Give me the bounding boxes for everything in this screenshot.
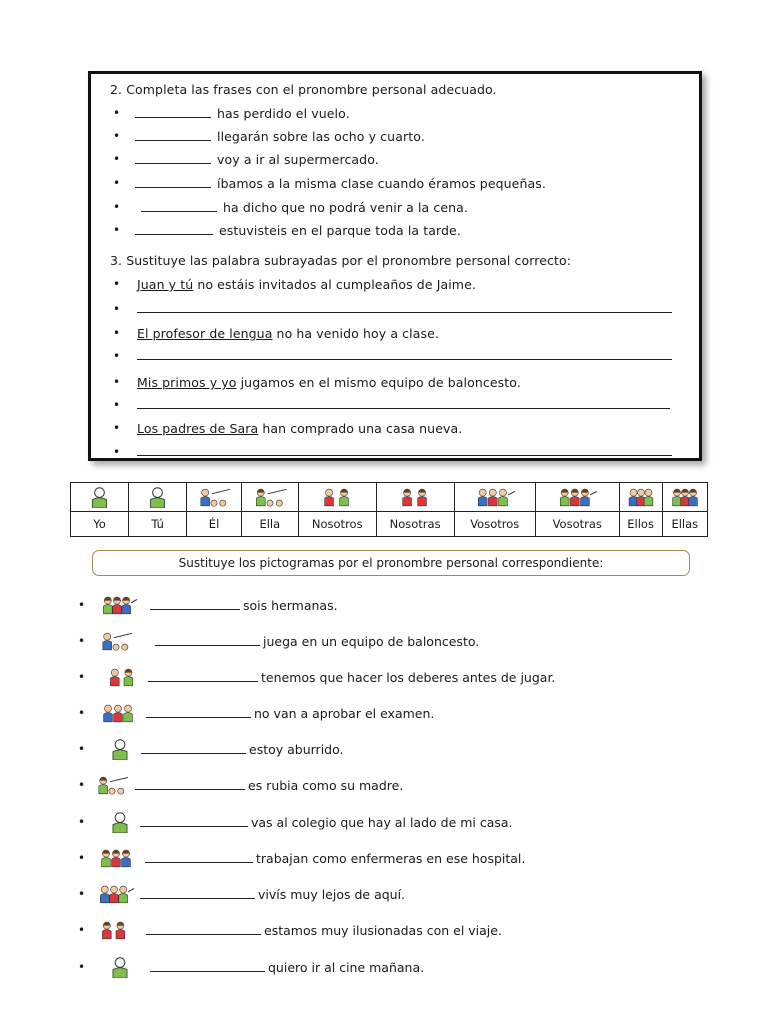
answer-blank[interactable] [148,671,258,682]
sentence-text: juega en un equipo de baloncesto. [263,634,480,649]
pictogram-sentence [140,815,513,830]
pictogram-yo-icon [100,956,140,978]
pictogram-sentence [146,706,434,721]
pictogram-vosotras-icon [535,483,619,512]
pictogram-vosotros-icon [454,483,535,512]
exercise-2-item [135,176,546,191]
bullet: • [113,445,121,459]
sentence-text: han comprado una casa nueva. [258,421,463,436]
answer-blank[interactable] [135,153,211,164]
pronoun-label: Ella [241,512,298,537]
sentence-text: estuvisteis en el parque toda la tarde. [219,223,461,238]
pronoun-label: Nosotras [376,512,454,537]
sentence-text: vivís muy lejos de aquí. [258,887,406,902]
bullet: • [78,742,86,756]
sentence-text: trabajan como enfermeras en ese hospital. [256,851,526,866]
pronoun-label: Vosotros [454,512,535,537]
sentence-text: estoy aburrido. [249,742,344,757]
answer-line[interactable] [137,312,672,313]
answer-blank[interactable] [135,224,213,235]
bullet: • [78,887,86,901]
underlined-subject: Juan y tú [137,277,194,292]
exercise-2-item [135,106,350,121]
pronoun-pictogram-table [70,482,708,537]
answer-blank[interactable] [155,635,260,646]
answer-blank[interactable] [135,779,245,790]
pictogram-sentence [141,742,344,757]
bullet: • [78,851,86,865]
bullet: • [78,778,86,792]
answer-blank[interactable] [140,816,248,827]
pictogram-ellas-icon [662,483,707,512]
bullet: • [113,277,121,291]
bullet: • [113,200,121,214]
underlined-subject: Mis primos y yo [137,375,237,390]
answer-blank[interactable] [145,852,253,863]
pictogram-sentence [150,960,424,975]
pronoun-label: Tú [129,512,187,537]
answer-line[interactable] [137,455,672,456]
answer-blank[interactable] [150,599,240,610]
pictogram-tu-icon [129,483,187,512]
underlined-subject: El profesor de lengua [137,326,273,341]
bullet: • [78,598,86,612]
bullet: • [113,302,121,316]
sentence-text: sois hermanas. [243,598,338,613]
exercise-3-item [137,326,439,341]
pronoun-label: Nosotros [298,512,376,537]
bullet: • [113,152,121,166]
pictogram-sentence [145,851,525,866]
exercise-3-item [137,277,476,292]
bullet: • [113,398,121,412]
bullet: • [78,706,86,720]
sentence-text: íbamos a la misma clase cuando éramos pequeñas. [217,176,546,191]
pictogram-sentence [146,923,502,938]
bullet: • [113,421,121,435]
pictogram-ellos-icon [619,483,662,512]
answer-blank[interactable] [141,743,246,754]
pictogram-nosotras-icon [94,919,134,941]
bullet: • [78,634,86,648]
bullet: • [78,960,86,974]
bullet: • [113,223,121,237]
exercise-2-item [135,223,461,238]
exercise-2-item [135,152,379,167]
answer-line[interactable] [137,408,670,409]
pictogram-nosotros-icon [298,483,376,512]
pictogram-ellos-icon [98,702,138,724]
bullet: • [78,815,86,829]
pronoun-label: Él [187,512,242,537]
bullet: • [78,670,86,684]
sentence-text: has perdido el vuelo. [217,106,350,121]
pictogram-yo-icon [71,483,129,512]
bullet: • [113,349,121,363]
pictogram-sentence [155,634,479,649]
bullet: • [78,923,86,937]
pictogram-yo-icon [100,738,140,760]
bullet: • [113,375,121,389]
exercise-3-item [137,375,521,390]
pictogram-tu-icon [100,811,140,833]
exercise-3-item [137,421,462,436]
pronoun-label: Yo [71,512,129,537]
answer-blank[interactable] [135,177,211,188]
pictogram-ella-icon [241,483,298,512]
sentence-text: quiero ir al cine mañana. [268,960,425,975]
pronoun-label: Vosotras [535,512,619,537]
bullet: • [113,129,121,143]
sentence-text: voy a ir al supermercado. [217,152,379,167]
pictogram-vosotras-icon [99,594,139,616]
answer-blank[interactable] [146,924,261,935]
sentence-text: jugamos en el mismo equipo de baloncesto. [236,375,521,390]
pictogram-sentence [148,670,555,685]
answer-blank[interactable] [141,201,217,212]
answer-blank[interactable] [140,888,255,899]
instruction-box: Sustituye los pictogramas por el pronombre personal correspondiente: [92,550,690,576]
pictogram-vosotros-icon [96,883,136,905]
answer-blank[interactable] [146,707,251,718]
pictogram-nosotras-icon [376,483,454,512]
bullet: • [113,176,121,190]
sentence-text: no van a aprobar el examen. [254,706,435,721]
sentence-text: estamos muy ilusionadas con el viaje. [264,923,502,938]
sentence-text: llegarán sobre las ocho y cuarto. [217,129,425,144]
sentence-text: tenemos que hacer los deberes antes de jugar. [261,670,556,685]
pictogram-el-icon [187,483,242,512]
bullet: • [113,106,121,120]
pictogram-el-icon [96,630,136,652]
exercise-2-title: 2. Completa las frases con el pronombre personal adecuado. [110,82,497,97]
answer-blank[interactable] [135,107,211,118]
pictogram-ella-icon [92,774,132,796]
answer-blank[interactable] [150,961,265,972]
pictogram-nosotros-icon [102,666,142,688]
pronoun-label: Ellas [662,512,707,537]
sentence-text: no estáis invitados al cumpleaños de Jaime. [193,277,476,292]
pictogram-ellas-icon [96,847,136,869]
sentence-text: es rubia como su madre. [248,778,404,793]
bullet: • [113,326,121,340]
pictogram-sentence [150,598,338,613]
sentence-text: vas al colegio que hay al lado de mi casa. [251,815,513,830]
exercise-3-title: 3. Sustituye las palabra subrayadas por el pronombre personal correcto: [110,253,572,268]
answer-blank[interactable] [135,130,211,141]
pronoun-label: Ellos [619,512,662,537]
pictogram-sentence [140,887,405,902]
exercise-2-item [141,200,468,215]
exercise-2-item [135,129,425,144]
underlined-subject: Los padres de Sara [137,421,259,436]
sentence-text: no ha venido hoy a clase. [272,326,439,341]
pictogram-sentence [135,778,403,793]
sentence-text: ha dicho que no podrá venir a la cena. [223,200,468,215]
answer-line[interactable] [137,359,672,360]
